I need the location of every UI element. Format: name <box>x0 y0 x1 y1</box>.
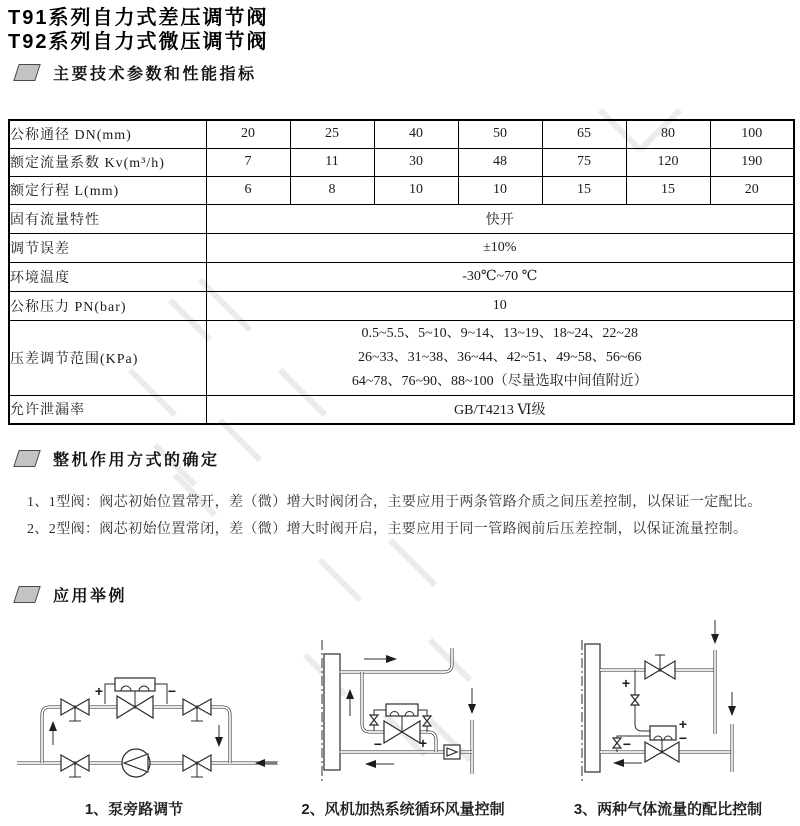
heater-unit <box>324 654 340 770</box>
table-row <box>9 233 794 262</box>
up-arrow <box>346 689 354 699</box>
param-value: GB/T4213 Ⅵ级 <box>206 395 794 424</box>
table-row <box>9 320 794 395</box>
spec-table <box>8 119 795 425</box>
table-row <box>9 176 794 204</box>
section-marker-icon <box>13 64 41 81</box>
page-title <box>8 6 268 54</box>
param-label: 压差调节范围(KPa) <box>9 320 206 395</box>
table-row <box>9 262 794 291</box>
diagram-caption-1: 1、泵旁路调节 <box>84 801 184 818</box>
left-arrow <box>613 759 624 767</box>
table-row <box>9 291 794 320</box>
section-marker-icon <box>13 586 41 603</box>
needle-valve-symbol <box>423 721 431 726</box>
left-arrow <box>255 759 265 767</box>
param-value: 10 <box>374 176 458 204</box>
needle-valve-symbol <box>370 720 378 725</box>
left-arrow <box>365 760 376 768</box>
down-arrow <box>711 634 719 644</box>
param-value: 25 <box>290 120 374 148</box>
plus-sign: + <box>94 683 104 699</box>
title-line-1: T91系列自力式差压调节阀 <box>8 7 269 29</box>
table-row <box>9 120 794 148</box>
param-label: 调节误差 <box>9 233 206 262</box>
param-value: 7 <box>206 148 290 176</box>
section-action-heading <box>10 448 220 468</box>
param-label: 公称压力 PN(bar) <box>9 291 206 320</box>
param-value: 120 <box>626 148 710 176</box>
table-row <box>9 395 794 424</box>
param-label: 固有流量特性 <box>9 204 206 233</box>
diagram-caption-2: 2、风机加热系统循环风量控制 <box>301 801 505 818</box>
param-value: 48 <box>458 148 542 176</box>
section-heading-label: 应用举例 <box>53 587 128 605</box>
plus-sign: + <box>621 675 631 691</box>
process-unit <box>585 644 600 772</box>
param-value: ±10% <box>206 233 794 262</box>
needle-valve-symbol <box>631 700 639 705</box>
param-value: 50 <box>458 120 542 148</box>
actuator-symbol <box>650 726 676 740</box>
down-arrow <box>468 704 476 714</box>
param-value: 40 <box>374 120 458 148</box>
plus-sign: + <box>678 716 688 732</box>
diagram-caption-3: 3、两种气体流量的配比控制 <box>573 801 763 818</box>
section-heading-label: 整机作用方式的确定 <box>53 451 220 469</box>
section-marker-icon <box>13 450 41 467</box>
param-value: 190 <box>710 148 794 176</box>
param-value <box>206 320 794 395</box>
param-label: 额定流量系数 Kv(m³/h) <box>9 148 206 176</box>
table-row <box>9 148 794 176</box>
param-value: 快开 <box>206 204 794 233</box>
param-value: 11 <box>290 148 374 176</box>
table-row <box>9 204 794 233</box>
param-value: 20 <box>206 120 290 148</box>
param-label: 允许泄漏率 <box>9 395 206 424</box>
right-arrow <box>386 655 397 663</box>
minus-sign: − <box>678 730 688 746</box>
range-line: 64~78、76~90、88~100（尽量选取中间值附近） <box>351 373 648 389</box>
actuator-symbol <box>386 704 418 716</box>
param-value: 75 <box>542 148 626 176</box>
section-specs-heading <box>10 62 257 82</box>
param-value: 20 <box>710 176 794 204</box>
gas-ratio-diagram <box>570 612 800 797</box>
minus-sign: − <box>167 683 177 699</box>
plus-sign: + <box>418 735 428 751</box>
down-arrow <box>728 706 736 716</box>
note-line-2: 2、2型阀：阀芯初始位置常闭，差（微）增大时阀开启，主要应用于同一管路阀前后压差控制，以保证流量控制。 <box>27 522 748 537</box>
title-line-2: T92系列自力式微压调节阀 <box>8 31 269 53</box>
param-label: 公称通径 DN(mm) <box>9 120 206 148</box>
param-value: 15 <box>626 176 710 204</box>
down-arrow <box>215 737 223 747</box>
param-value: 100 <box>710 120 794 148</box>
up-arrow <box>49 721 57 731</box>
minus-sign: − <box>373 736 383 752</box>
param-label: 额定行程 L(mm) <box>9 176 206 204</box>
param-value: 10 <box>458 176 542 204</box>
section-heading-label: 主要技术参数和性能指标 <box>53 65 257 83</box>
pump-bypass-diagram <box>15 633 280 791</box>
minus-sign: − <box>622 736 632 752</box>
param-value: 10 <box>206 291 794 320</box>
action-notes <box>27 489 795 543</box>
param-value: -30℃~70 ℃ <box>206 262 794 291</box>
param-value: 15 <box>542 176 626 204</box>
param-value: 30 <box>374 148 458 176</box>
param-value: 6 <box>206 176 290 204</box>
range-line: 26~33、31~38、36~44、42~51、49~58、56~66 <box>358 349 642 365</box>
note-line-1: 1、1型阀：阀芯初始位置常开，差（微）增大时阀闭合，主要应用于两条管路介质之间压差控制，以保证一定配比。 <box>27 495 762 510</box>
param-label: 环境温度 <box>9 262 206 291</box>
section-examples-heading <box>10 584 127 604</box>
fan-heating-diagram <box>282 612 532 797</box>
param-value: 80 <box>626 120 710 148</box>
param-value: 65 <box>542 120 626 148</box>
param-value: 8 <box>290 176 374 204</box>
needle-valve-symbol <box>613 743 621 748</box>
range-line: 0.5~5.5、5~10、9~14、13~19、18~24、22~28 <box>361 325 638 341</box>
